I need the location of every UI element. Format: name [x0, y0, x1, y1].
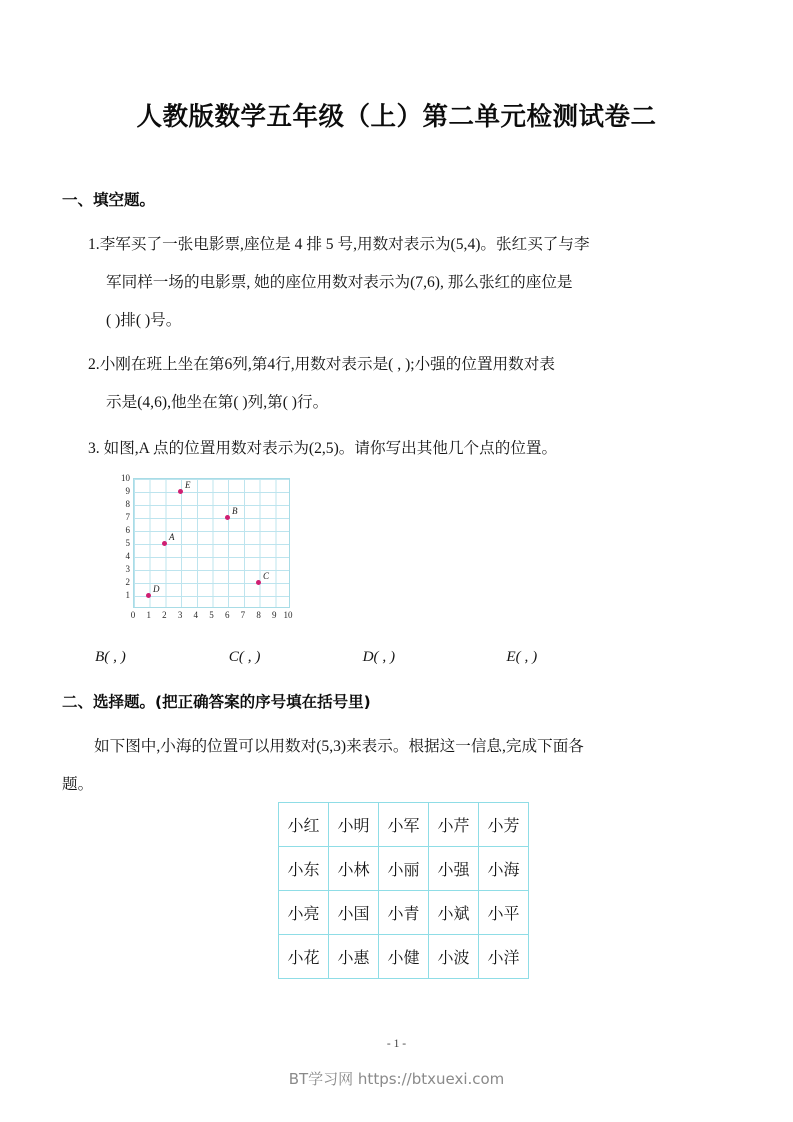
table-cell[interactable]: 小强	[429, 847, 479, 891]
table-cell[interactable]: 小红	[279, 803, 329, 847]
page-number: - 1 -	[386, 1038, 407, 1050]
y-tick-2: 2	[125, 577, 130, 587]
question-3-line-1: 3. 如图,A 点的位置用数对表示为(2,5)。请你写出其他几个点的位置。	[88, 440, 558, 457]
table-cell[interactable]: 小军	[379, 803, 429, 847]
data-point-D	[146, 593, 151, 598]
table-cell[interactable]: 小平	[479, 891, 529, 935]
y-tick-5: 5	[125, 538, 130, 548]
question-1-line-2: 军同样一场的电影票, 她的座位用数对表示为(7,6), 那么张红的座位是	[106, 274, 573, 291]
y-tick-9: 9	[125, 486, 130, 496]
coordinate-grid	[133, 478, 290, 608]
y-tick-10: 10	[121, 473, 130, 483]
question-2-line-2: 示是(4,6),他坐在第( )列,第( )行。	[106, 394, 329, 411]
question-2-line-1: 2.小刚在班上坐在第6列,第4行,用数对表示是( , );小强的位置用数对表	[88, 356, 555, 373]
answer-blanks-row	[95, 648, 695, 666]
data-point-label-D: D	[153, 584, 160, 594]
table-cell[interactable]: 小丽	[379, 847, 429, 891]
x-tick-3: 3	[177, 610, 183, 620]
x-tick-7: 7	[240, 610, 246, 620]
y-tick-3: 3	[125, 564, 130, 574]
data-point-label-C: C	[263, 571, 270, 581]
answer-blank-C[interactable]: C( , )	[228, 648, 261, 665]
table-cell[interactable]: 小青	[379, 891, 429, 935]
table-cell[interactable]: 小健	[379, 935, 429, 979]
question-3	[88, 430, 748, 468]
question-1-line-1: 1.李军买了一张电影票,座位是 4 排 5 号,用数对表示为(5,4)。张红买了与李	[88, 236, 590, 253]
table-cell[interactable]: 小芳	[479, 803, 529, 847]
data-point-C	[256, 580, 261, 585]
table-cell[interactable]: 小林	[329, 847, 379, 891]
y-tick-8: 8	[125, 499, 130, 509]
x-tick-2: 2	[162, 610, 167, 620]
table-cell[interactable]: 小花	[279, 935, 329, 979]
table-cell[interactable]: 小洋	[479, 935, 529, 979]
section-heading-fill-in: 一、填空题。	[62, 191, 156, 209]
watermark-text: BT学习网 https://btxuexi.com	[288, 1070, 505, 1088]
table-row	[279, 935, 529, 979]
table-row	[279, 847, 529, 891]
y-tick-7: 7	[125, 512, 130, 522]
table-row	[279, 891, 529, 935]
x-tick-10: 10	[283, 610, 293, 620]
question-1	[88, 226, 748, 340]
table-cell[interactable]: 小波	[429, 935, 479, 979]
x-tick-4: 4	[193, 610, 199, 620]
answer-blank-D[interactable]: D( , )	[362, 648, 396, 665]
y-tick-1: 1	[125, 590, 130, 600]
coordinate-grid-figure	[110, 470, 305, 620]
choice-intro-line-1: 如下图中,小海的位置可以用数对(5,3)来表示。根据这一信息,完成下面各	[94, 738, 584, 755]
page-title: 人教版数学五年级（上）第二单元检测试卷二	[136, 102, 657, 132]
table-cell[interactable]: 小海	[479, 847, 529, 891]
table-row	[279, 803, 529, 847]
data-point-E	[178, 489, 183, 494]
question-2	[88, 346, 748, 422]
choice-intro-paragraph	[62, 728, 752, 804]
x-tick-9: 9	[272, 610, 277, 620]
y-tick-6: 6	[125, 525, 130, 535]
table-cell[interactable]: 小明	[329, 803, 379, 847]
x-tick-0: 0	[130, 610, 136, 620]
y-tick-4: 4	[125, 551, 130, 561]
data-point-A	[162, 541, 167, 546]
table-cell[interactable]: 小斌	[429, 891, 479, 935]
question-1-line-3: ( )排( )号。	[106, 312, 182, 329]
answer-blank-B[interactable]: B( , )	[95, 648, 126, 665]
table-cell[interactable]: 小芹	[429, 803, 479, 847]
section-heading-choice: 二、选择题。(把正确答案的序号填在括号里)	[62, 693, 371, 711]
table-cell[interactable]: 小惠	[329, 935, 379, 979]
data-point-label-B: B	[232, 506, 238, 516]
x-tick-5: 5	[209, 610, 214, 620]
x-tick-8: 8	[256, 610, 261, 620]
data-point-label-A: A	[169, 532, 175, 542]
x-tick-1: 1	[146, 610, 151, 620]
x-tick-6: 6	[224, 610, 230, 620]
table-cell[interactable]: 小东	[279, 847, 329, 891]
choice-intro-line-2: 题。	[62, 776, 94, 793]
answer-blank-E[interactable]: E( , )	[506, 648, 538, 665]
data-point-B	[225, 515, 230, 520]
data-point-label-E: E	[185, 480, 191, 490]
table-cell[interactable]: 小国	[329, 891, 379, 935]
seating-name-table	[278, 802, 529, 979]
table-cell[interactable]: 小亮	[279, 891, 329, 935]
